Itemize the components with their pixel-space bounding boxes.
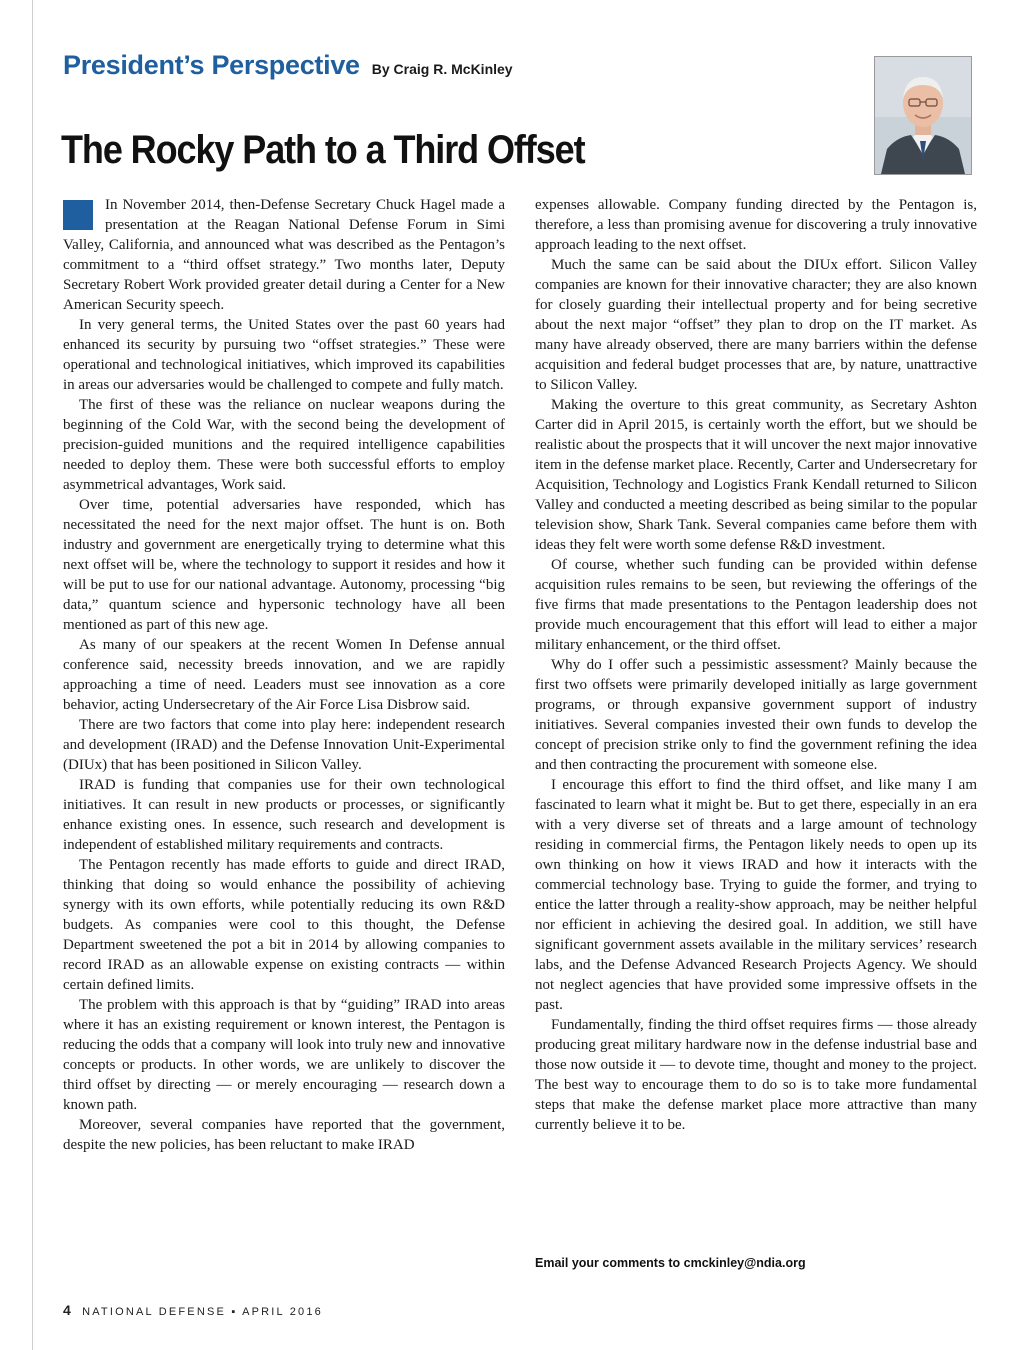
paragraph-text: In November 2014, then-Defense Secretary Chuck Hagel made a presentation at the Reagan National Defense Forum in Simi Valley, California, and announced what was described as the Pentagon’s commitment to a “third offset strategy.” Two months later, Deputy Secretary Robert Work provided greater detail during a Center for a New American Security speech. xyxy=(63,197,505,313)
publication-info: NATIONAL DEFENSE ▪ APRIL 2016 xyxy=(82,1306,323,1318)
article-column-right xyxy=(535,195,977,1135)
page-footer xyxy=(63,1302,323,1318)
paragraph: I encourage this effort to find the third offset, and like many I am fascinated to learn what it might be. But to get there, especially in an era with a very diverse set of threats and a large amount of technology residing in commercial firms, the Pentagon likely needs to open up its own thinking on how it views IRAD and how it interacts with the commercial technology base. Trying to guide the former, and trying to entice the latter through a reality-show approach, may be neither helpful nor efficient in achieving the desired goal. In addition, we still have significant government assets available in the military services’ research labs, and the Defense Advanced Research Projects Agency. We should not neglect agencies that have provided some impressive offsets in the past. xyxy=(535,777,977,1013)
article-headline: The Rocky Path to a Third Offset xyxy=(61,128,585,172)
author-portrait-image xyxy=(875,57,971,174)
page-number: 4 xyxy=(63,1302,71,1318)
paragraph: Moreover, several companies have reported that the government, despite the new policies, has been reluctant to make IRAD xyxy=(63,1117,505,1153)
author-portrait xyxy=(874,56,972,175)
byline: By Craig R. McKinley xyxy=(371,61,513,77)
paragraph xyxy=(63,195,505,315)
paragraph: IRAD is funding that companies use for their own technological initiatives. It can result in new products or processes, or significantly enhance existing ones. In essence, such research and development is independent of established military requirements and contracts. xyxy=(63,777,505,853)
article-column-left xyxy=(63,195,505,1155)
paragraph: Of course, whether such funding can be provided within defense acquisition rules remains to be seen, but reviewing the offerings of the five firms that made presentations to the Pentagon leadership does not provide much encouragement that this effort will lead to either a major military enhancement, or the third offset. xyxy=(535,557,977,653)
paragraph: Making the overture to this great community, as Secretary Ashton Carter did in April 2015, is certainly worth the effort, but we should be realistic about the prospects that it will uncover the next major innovative item in the defense market place. Recently, Carter and Undersecretary for Acquisition, Technology and Logistics Frank Kendall returned to Silicon Valley and conducted a meeting described as being similar to the popular television show, Shark Tank. Several companies came before them with ideas they felt were worth some defense R&D investment. xyxy=(535,397,977,553)
paragraph: The first of these was the reliance on nuclear weapons during the beginning of the Cold War, with the second being the development of precision-guided munitions and the required intelligence capabilities needed to deploy them. These were both successful efforts to employ asymmetrical advantages, Work said. xyxy=(63,397,505,493)
paragraph: The problem with this approach is that by “guiding” IRAD into areas where it has an existing requirement or known interest, the Pentagon is reducing the odds that a company will look into truly new and innovative concepts or products. In other words, we are unlikely to discover the third offset by directing — or merely encouraging — research down a known path. xyxy=(63,997,505,1113)
drop-cap-box xyxy=(63,200,93,230)
paragraph: Much the same can be said about the DIUx effort. Silicon Valley companies are known for their innovative character; they are also known for closely guarding their intellectual property and for being secretive about the next major “offset” they plan to drop on the IT market. As many have already observed, there are many barriers within the defense acquisition and federal budget processes that are, by nature, unattractive to Silicon Valley. xyxy=(535,257,977,393)
paragraph: There are two factors that come into play here: independent research and development (IRAD) and the Defense Innovation Unit-Experimental (DIUx) that has been positioned in Silicon Valley. xyxy=(63,717,505,773)
column-header xyxy=(63,50,513,81)
page-margin-rule xyxy=(32,0,33,1350)
paragraph: expenses allowable. Company funding directed by the Pentagon is, therefore, a less than promising avenue for discovering a truly innovative approach leading to the next offset. xyxy=(535,197,977,253)
paragraph: Why do I offer such a pessimistic assessment? Mainly because the first two offsets were primarily developed initially as large government programs, or through expansive government support of industry initiatives. Several companies invested their own funds to develop the concept of precision strike only to find the government refining the idea and then contracting the procurement with someone else. xyxy=(535,657,977,773)
paragraph: As many of our speakers at the recent Women In Defense annual conference said, necessity breeds innovation, and we are rapidly approaching a time of need. Leaders must see innovation as a core behavior, acting Undersecretary of the Air Force Lisa Disbrow said. xyxy=(63,637,505,713)
paragraph: Over time, potential adversaries have responded, which has necessitated the need for the next major offset. The hunt is on. Both industry and government are energetically trying to determine what this next offset will be, where the technology to support it resides and how it will be put to use for our national advantage. Autonomy, processing “big data,” quantum science and hypersonic technology have all been mentioned as part of this new age. xyxy=(63,497,505,633)
email-comments-note: Email your comments to cmckinley@ndia.org xyxy=(535,1256,806,1270)
paragraph: Fundamentally, finding the third offset requires firms — those already producing great military hardware now in the defense industrial base and those now outside it — to devote time, thought and money to the project. The best way to encourage them to do so is to take more fundamental steps that make the defense market place more attractive than many currently believe it to be. xyxy=(535,1017,977,1133)
section-title: President’s Perspective xyxy=(63,50,360,80)
paragraph: The Pentagon recently has made efforts to guide and direct IRAD, thinking that doing so would enhance the possibility of achieving synergy with its own efforts, while potentially reducing its own R&D budgets. As companies were cool to this thought, the Defense Department sweetened the pot a bit in 2014 by allowing companies to record IRAD as an allowable expense on existing contracts — within certain defined limits. xyxy=(63,857,505,993)
paragraph: In very general terms, the United States over the past 60 years had enhanced its security by pursuing two “offset strategies.” These were operational and technological initiatives, which improved its capabilities in areas our adversaries would be challenged to compete and fully match. xyxy=(63,317,505,393)
